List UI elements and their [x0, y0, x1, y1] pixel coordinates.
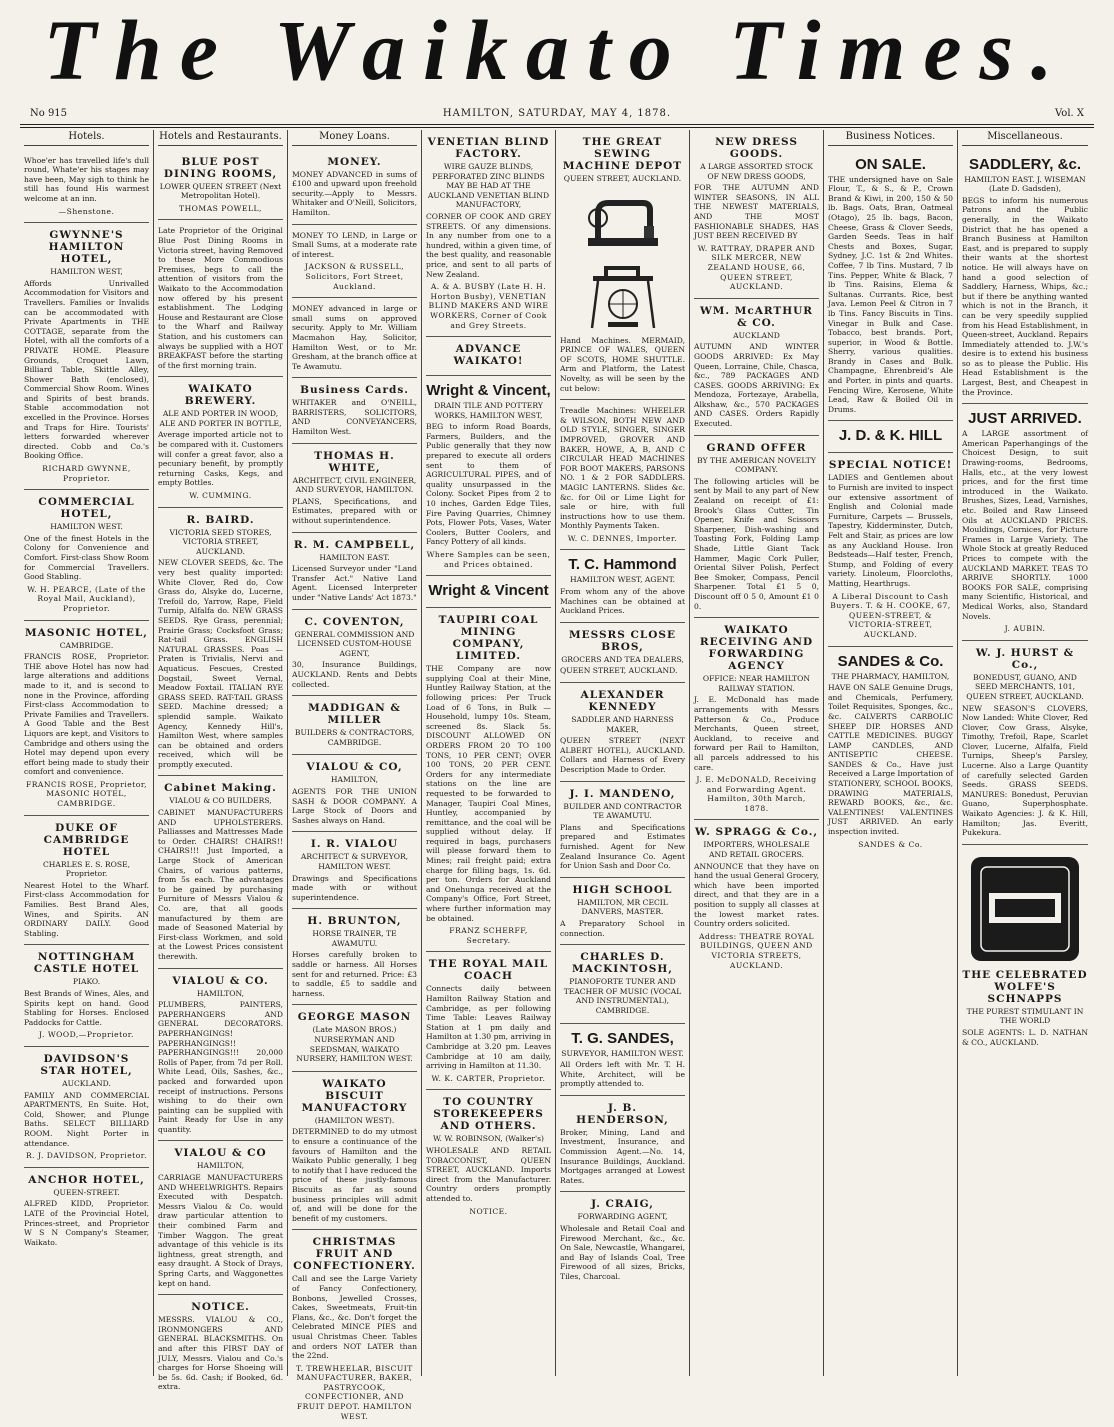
column-heading: Miscellaneous. [962, 130, 1088, 146]
ad-title: MASONIC HOTEL, [25, 626, 148, 639]
ad-subtitle: VICTORIA SEED STORES, VICTORIA STREET, AUCKLAND. [169, 527, 272, 556]
ad-subtitle: GROCERS AND TEA DEALERS, [561, 654, 684, 664]
advertisement [694, 299, 819, 436]
ad-subtitle: A LARGE ASSORTED STOCK OF NEW DRESS GOODS, [700, 162, 813, 181]
ad-title: DAVIDSON'S STAR HOTEL, [40, 1052, 133, 1077]
ad-subtitle: PIAKO. [72, 977, 101, 987]
advertisement [292, 225, 417, 299]
advertisement [694, 130, 819, 299]
advertisement [560, 1024, 685, 1096]
ad-body: One of the finest Hotels in the Colony for Convenience and Comfort. First-class Show Room for Commercial Travellers. Good Stabling. [24, 533, 149, 582]
ad-title: T. C. Hammond [568, 556, 677, 574]
ad-title: COMMERCIAL HOTEL, [38, 496, 135, 521]
advertisement [292, 533, 417, 610]
advertisement [694, 436, 819, 619]
ad-title: NEW DRESS GOODS. [715, 136, 798, 160]
advertisement [828, 647, 953, 856]
ad-signature: FRANZ SCHERFF, Secretary. [449, 926, 528, 945]
column-5 [556, 130, 690, 1376]
column-3 [288, 130, 422, 1421]
ad-subtitle: ALE AND PORTER IN WOOD, ALE AND PORTER IN BOTTLE, [159, 409, 282, 428]
advertisement [158, 776, 283, 968]
ad-subtitle: HAMILTON EAST. [319, 552, 390, 562]
advertisement [962, 641, 1088, 845]
advertisement [24, 621, 149, 816]
ad-title: VIALOU & CO [174, 1147, 267, 1160]
ad-body: BEGS to inform his numerous Patrons and the Public generally, in the Waikato District that he has opened a Branch Business at Hamilton East, and is prepared to supply their wants at the shortest notice. He will always have on hand a good selection of Saddlery, Harness, Whips, &c.; but if there be anything wanted which is not in the Branch, it can be very speedily supplied from his Head Establishment, in Queen-street, Auckland. Repairs Immediately attended to. J.W.'s desire is to extend his business so as to please the Public. His Head Establishment is the Largest, Best, and Cheapest in the Province. [962, 195, 1088, 397]
ad-body: Best Brands of Wines, Ales, and Spirits kept on hand. Good Stabling for Horses. Enclosed Paddocks for Cattle. [24, 989, 149, 1027]
ad-title: R. M. CAMPBELL, [293, 538, 416, 551]
advertisement [426, 376, 551, 576]
ad-signature: W. RATTRAY, DRAPER AND SILK MERCER, NEW ZEALAND HOUSE, 66, QUEEN STREET, AUCKLAND. [697, 243, 816, 292]
ad-body: AUTUMN AND WINTER GOODS ARRIVED: Ex May Queen, Lorraine, Chile, Chasca, &c., 789 PACKAGES AND CASES. GOODS ARRIVING: Ex Mendoza, Fortezaye, Arabella, Alkshaw, &c., 570 PACKAGES AND CASES. Orders Rapidly Executed. [694, 342, 819, 429]
ad-title: TAUPIRI COAL MINING COMPANY, LIMITED. [438, 614, 539, 663]
column-1 [20, 130, 154, 1376]
advertisement [292, 378, 417, 443]
ad-signature: THOMAS POWELL, [179, 203, 262, 213]
ad-body: MONEY ADVANCED in sums of £100 and upward upon freehold security.—Apply to Messrs. Whitaker and O'Neill, Solicitors, Hamilton. [292, 169, 417, 217]
ad-title: J. I. MANDENO, [569, 787, 676, 800]
ad-title: VIALOU & CO, [306, 761, 403, 774]
advertisement [694, 820, 819, 976]
ad-body: NEW SEASON'S CLOVERS, Now Landed: White Clover, Red Clover, Cow Grass, Alsyke, Timothy, Trefoil, Rape, Scarlet Clover, Lucerne, Alfalfa, Field Turnips, Sheep's Parsley, Lucerne. Also a Large Quantity of carefully selected Garden Seeds. GRASS SEEDS. MANURES: Bonedust, Peruvian Guano, Superphosphate. Waikato Agencies: J. & K. Hill, Hamilton; Jas. Everitt, Pukekura. [962, 703, 1088, 838]
advertisement [292, 1005, 417, 1071]
header-rule [20, 127, 1094, 128]
ad-subtitle: OFFICE: NEAR HAMILTON RAILWAY STATION. [702, 674, 811, 693]
ad-signature: RICHARD GWYNNE, Proprietor. [42, 464, 131, 483]
advertisement [426, 952, 551, 1090]
ad-title: WM. McARTHUR & CO. [699, 304, 814, 329]
ad-body: THE Company are now supplying Coal at their Mine, Huntley Railway Station, at the following prices: Per Truck Load of 6 Tons, in Bulk — Household, lumpy 10s. Steam, screened 8s. Slack 5s. DISCOUNT ALLOWED ON ORDERS FROM 20 TO 100 TONS, 10 PER CENT; OVER 100 TONS, 20 PER CENT. Orders for any intermediate stations on the line are requested to be forwarded to Manager, Taupiri Coal Mines, Huntley, accompanied by remittance, and the coal will be supplied without delay. If required in bags, purchasers will please forward them to Mines; rail freight paid; extra charge for filling bags, 1s. 6d. per ton. Orders for Auckland and Onehunga received at the Company's Office, Fort Street, where further information may be obtained. [426, 664, 551, 923]
advertisement [560, 878, 685, 945]
ad-body: CABINET MANUFACTURERS AND UPHOLSTERERS. Palliasses and Mattresses Made to Order. CHAIRS! CHAIRS!! CHAIRS!!! Just Imported, a Large Stock of American Chairs, of various patterns, from 5s each. The advantages to be gained by purchasing Furniture of Messrs Vialou & Co. are, that all goods manufactured by them are made of Seasoned Material by First-class Workmen, and sold at the Lowest Prices consistent therewith. [158, 808, 283, 961]
ad-title: DUKE OF CAMBRIDGE HOTEL [43, 821, 130, 858]
ad-subtitle: (HAMILTON WEST). [314, 1115, 395, 1125]
ad-title: Wright & Vincent, [426, 382, 551, 400]
advertisement [24, 150, 149, 224]
advertisement [292, 755, 417, 832]
column-heading: Hotels. [24, 130, 149, 146]
ad-body: THE undersigned have on Sale Flour, T., & S., & P., Crown Brand & Kiwi, in 200, 150 & 50 lb. Bags. Oats, Bran, Oatmeal (Otago), 25 lb. bags, Bacon, Cheese, Grass & Clover Seeds, Garden Seeds. Teas in half Chests and Boxes, Sugar, Sydney, J.C. 1st & 2nd Whites. Coffee, 7 lb Tins. Mustard, 7 lb Tins. Pepper, White & Black, 7 lb Tins. Raisins, Elema & Sultanas. Currants. Rice, best Java. Lemon Peel & Citron in 7 lb Tins. Fancy Biscuits in Tins. Vinegar in Bulk and Case. Tobacco, best brands. Port, superior, in Wood & Bottle. Sherry, various qualities. Brandy in Cases and Bulk. Champagne, Ehrenbreid's Ale and Porter, in pints and quarts. Fencing Wire, Kerosene, White Lead, Raw & Boiled Oil in Drums. [828, 174, 953, 414]
ad-body: FAMILY AND COMMERCIAL APARTMENTS, En Suite. Hot, Cold, Shower, and Plunge Baths. SELECT BILLIARD ROOM. Night Porter in attendance. [24, 1090, 149, 1148]
ad-title: MADDIGAN & MILLER [308, 702, 401, 727]
ad-body: NEW CLOVER SEEDS, &c. The very best quality imported: White Clover, Red do, Cow Grass do, Alsyke do, Lucerne, Trefoil do, Yarrow, Rape, Field Turnip, Alfalfa do. NEW GRASS SEEDS. Rye Grass, perennial; Prairie Grass; Cocksfoot Grass; Rat-tail Grass. ENGLISH NATURAL GRASSES. Poas — Praten is Trivialis, Nervi and Aquaticus. Fescues, Crested Dogstail, Sweet Vernal, Meadow Foxtail. ITALIAN RYE GRASS SEED. RAT-TAIL GRASS SEED. Machine dressed; a splendid sample. Waikato Agency, Kennedy Hill's, Hamilton West, where samples can be obtained and orders received, which will be promptly executed. [158, 558, 283, 769]
advertisement [24, 490, 149, 620]
ad-subtitle: QUEEN-STREET. [53, 1187, 120, 1197]
advertisement [962, 404, 1088, 640]
ad-title: ADVANCE WAIKATO! [453, 343, 524, 368]
ad-body: Affords Unrivalled Accommodation for Visitors and Travellers. Families or Invalids can be accommodated with Private Apartments in THE COTTAGE, separate from the Hotel, with all the comforts of a PRIVATE HOME. Pleasure Grounds, Croquet Lawn, Billiard Table, Skittle Alley, Shower Bath (enclosed), Commercial Show Room. Wines and Spirits of best brands. Stable accommodation not excelled in the Province. Horses and Traps for Hire. Tourists' letters forwarded wherever directed. Cobb and Co.'s Booking Office. [24, 278, 149, 461]
ad-title: THE ROYAL MAIL COACH [428, 958, 549, 983]
ad-signature: J. AUBIN. [1004, 624, 1046, 634]
ad-body: All Orders left with Mr. T. H. White, Architect, will be promptly attended to. [560, 1060, 685, 1089]
ad-body: Licensed Surveyor under "Land Transfer Act." Native Land Agent. Licensed Interpreter under "Native Lands' Act 1873." [292, 564, 417, 602]
ad-signature: JACKSON & RUSSELL, Solicitors, Fort Street, Auckland. [304, 262, 405, 291]
sewing-machine-icon [578, 188, 668, 258]
ad-signature: W. CUMMING. [189, 491, 252, 501]
ad-subtitle: THE PHARMACY, HAMILTON, [831, 671, 950, 681]
ad-body: Whoe'er has travelled life's dull round, Whate'er his stages may have been, May sigh to think he still has found His warmest welcome at an inn. [24, 155, 149, 203]
ad-title: ANCHOR HOTEL, [28, 1173, 145, 1186]
ad-title: J. D. & K. HILL [838, 427, 943, 445]
ad-subtitle: FORWARDING AGENT, [577, 1212, 668, 1222]
advertisement [158, 220, 283, 377]
ad-subtitle: AUCKLAND. [62, 1078, 111, 1088]
issue-number: No 915 [30, 108, 68, 119]
advertisement [292, 696, 417, 755]
ad-title: C. COVENTON, [304, 615, 405, 628]
masthead [10, 0, 1104, 100]
schnapps-bottle-icon [967, 853, 1083, 965]
advertisement [426, 608, 551, 952]
advertisement [292, 150, 417, 225]
advertisement [24, 945, 149, 1047]
ad-title: Wright & Vincent [428, 582, 549, 600]
ad-body: PLUMBERS, PAINTERS, PAPERHANGERS AND GENERAL DECORATORS. PAPERHANGINGS! PAPERHANGINGS!! PAPERHANGINGS!!! 20,000 Rolls of Paper, from 7d per Roll. White Lead, Oils, Sashes, &c., packed and forwarded upon receipt of instructions. Persons wishing to do their own painting can be supplied with Paint Ready for Use in any quantity. [158, 1000, 283, 1134]
advertisement [560, 782, 685, 878]
ad-subtitle: THE PUREST STIMULANT IN THE WORLD [966, 1006, 1084, 1026]
ad-title: Business Cards. [300, 384, 409, 397]
ad-subtitle: VIALOU & CO BUILDERS, [169, 796, 272, 806]
ad-subtitle: QUEEN STREET, AUCKLAND. [563, 174, 682, 183]
column-heading: Money Loans. [292, 130, 417, 146]
ad-subtitle: (Late MASON BROS.) NURSERYMAN AND SEEDSMAN, WAIKATO NURSERY, HAMILTON WEST. [296, 1025, 413, 1064]
ad-signature: A. & A. BUSBY (Late H. H. Horton Busby), VENETIAN BLIND MAKERS AND WIRE WORKERS, Corner of Cook and Grey Streets. [428, 282, 549, 330]
ad-body: Broker, Mining, Land and Investment, Insurance, and Commission Agent.—No. 14, Insurance Buildings, Auckland. Mortgages arranged at Lowest Rates. [560, 1127, 685, 1185]
ad-body: WHITAKER and O'NEILL, BARRISTERS, SOLICITORS, AND CONVEYANCERS, Hamilton West. [292, 398, 417, 437]
ad-title: W. SPRAGG & Co., [694, 826, 819, 839]
advertisement [426, 576, 551, 608]
ad-signature: SANDES & Co. [858, 839, 923, 849]
ad-signature: —Shenstone. [58, 206, 115, 216]
advertisement [292, 909, 417, 1005]
ad-body: From whom any of the above Machines can be obtained at Auckland Prices. [560, 587, 685, 616]
ad-signature: A Liberal Discount to Cash Buyers. T. & H. COOKE, 67, QUEEN-STREET, & VICTORIA-STREET, AUCKLAND. [830, 591, 951, 639]
advertisement [292, 610, 417, 697]
advertisement [158, 377, 283, 507]
ad-body: J. E. McDonald has made arrangements with Messrs Patterson & Co., Produce Merchants, Queen street, Auckland, to receive and forward per Rail to Hamilton, all parcels addressed to his care. [694, 695, 819, 772]
ad-body: Treadle Machines: WHEELER & WILSON, BOTH NEW AND OLD STYLE, SINGER, SINGER IMPROVED, GROVER AND BAKER, HOWE, A, B, AND C CIRCULAR HEAD MACHINES FOR BOOT MAKERS, PARSONS NO. 1 & 2 FOR SADDLERS. MAGIC LANTERNS. Slides &c. &c. for Oil or Lime Light for sale or hire, with full instructions how to use them. Monthly Payments Taken. [560, 406, 685, 531]
ad-body: QUEEN STREET, AUCKLAND. [560, 666, 678, 676]
advertisement [292, 298, 417, 378]
advertisement [560, 1096, 685, 1193]
advertisement [828, 150, 953, 422]
advertisement [560, 550, 685, 622]
ad-body: WHOLESALE AND RETAIL TOBACCONIST, QUEEN STREET, AUCKLAND. Imports direct from the Manufacturer. Country orders promptly attended to. [426, 1145, 551, 1203]
ad-body: MONEY advanced in large or small sums on approved security. Apply to Mr. William Macmahon Hay, Solicitor, Hamilton West, or to Mr. Gresham, at the branch office at Te Awamutu. [292, 304, 417, 371]
advertisement [158, 150, 283, 221]
ad-title: SADDLERY, &c. [969, 155, 1081, 173]
ad-signature: Where Samples can be seen, and Prices obtained. [426, 550, 551, 569]
advertisement [962, 845, 1088, 1053]
advertisement [158, 508, 283, 777]
ad-body: A Preparatory School in connection. [560, 918, 685, 938]
ad-body: FOR THE AUTUMN AND WINTER SEASONS, IN ALL THE NEWEST MATERIALS, AND THE MOST FASHIONABLE SHADES, HAS JUST BEEN RECEIVED BY [694, 183, 819, 241]
advertisement [560, 1192, 685, 1287]
ad-body: MESSRS. VIALOU & CO., IRONMONGERS AND GENERAL BLACKSMITHS. On and after this FIRST DAY of JULY, Messrs. Vialou and Co.'s charges for Horse Shoeing will be 5s. 6d. Cash; if Booked, 6d. extra. [158, 1315, 283, 1392]
ad-subtitle: HAMILTON, MR CECIL DANVERS, MASTER. [577, 897, 668, 917]
ad-title: THE GREAT SEWING MACHINE DEPOT [562, 136, 683, 172]
ad-body: ANNOUNCE that they have on hand the usual General Grocery, which have been imported direct, and that they are in a position to supply all classes at the lowest market rates. Country orders solicited. [694, 861, 819, 929]
ad-body: The following articles will be sent by Mail to any part of New Zealand on receipt of £1: Brook's Glass Cutter, Tin Opener, Knife and Scissors Sharpener, Dish-washing and Toasting Fork, Folding Lamp Shade, Little Giant Tack Hammer, Magic Cork Puller, Oriental Silver Polish, Perfect Bee Smoker, Compass, Pencil Sharpener. Total £1 5 0, Discount off 0 5 0, Amount £1 0 0. [694, 476, 819, 611]
ad-subtitle: ARCHITECT, CIVIL ENGINEER, AND SURVEYOR, HAMILTON. [292, 475, 417, 495]
columns-area [20, 130, 1094, 1421]
ad-title: THOMAS H. WHITE, [314, 449, 395, 474]
column-4 [422, 130, 556, 1376]
ad-subtitle: LOWER QUEEN STREET (Next Metropolitan Hotel). [159, 181, 282, 201]
ad-title: I. R. VIALOU [310, 838, 399, 851]
ad-body: Horses carefully broken to saddle or harness. All Horses sent for and returned. Price: £3 to saddle, £5 to saddle and harness. [292, 950, 417, 998]
ad-subtitle: CHARLES E. S. ROSE, Proprietor. [42, 859, 131, 879]
ad-subtitle: HAMILTON EAST. J. WISEMAN (Late D. Gadsden), [964, 174, 1086, 194]
ad-title: SPECIAL NOTICE! [828, 459, 953, 472]
ad-subtitle: HAMILTON WEST. [50, 522, 123, 532]
ad-title: SANDES & Co. [837, 652, 944, 670]
ad-body: Drawings and Specifications made with or without superintendence. [292, 873, 417, 902]
ad-title: T. G. SANDES, [571, 1029, 674, 1047]
ad-body: CORNER OF COOK AND GREY STREETS. Of any dimensions. In any number from one to a hundred, within a given time, of the best quality, and reasonable price, and sent to all parts of New Zealand. [426, 211, 551, 279]
ad-subtitle: BONEDUST, GUANO, AND SEED MERCHANTS, 101, QUEEN STREET, AUCKLAND. [966, 672, 1084, 701]
ad-subtitle: AUCKLAND [733, 330, 780, 340]
ad-subtitle: SADDLER AND HARNESS MAKER, [571, 715, 674, 734]
ad-body: PLANS, Specifications, and Estimates, prepared with or without superintendence. [292, 496, 417, 526]
ad-title: VENETIAN BLIND FACTORY. [427, 136, 550, 160]
ad-subtitle: ARCHITECT & SURVEYOR, HAMILTON WEST. [300, 852, 409, 871]
ad-body: SOLE AGENTS: L. D. NATHAN & CO., AUCKLAND. [962, 1028, 1088, 1047]
ad-title: BLUE POST DINING ROOMS, [163, 155, 278, 180]
column-6 [690, 130, 824, 1376]
ad-body: Call and see the Large Variety of Fancy Confectionery, Bonbons, Jewelled Crosses, Cakes, Sweetmeats, Fruit-tin Flans, &c., &c. Don't forget the Celebrated MINCE PIES and usual Christmas Cheer. Tables and orders NOT LATER than the 22nd. [292, 1274, 417, 1361]
ad-body: Average imported article not to be compared with it. Customers will confer a great favor, also a pecuniary benefit, by promptly returning Casks, Kegs, and empty Bottles. [158, 430, 283, 488]
ad-subtitle: CAMBRIDGE. [59, 640, 114, 650]
ad-signature: W. C. DENNES, Importer. [567, 533, 678, 543]
ad-body: Connects daily between Hamilton Railway Station and Cambridge, as per following Time Table: Leaves Railway Station at 1 pm daily and Hamilton at 1.30 pm, arriving in Cambridge at 3.20 pm. Leaves Cambridge at 10 am daily, arriving in Hamilton at 11.30. [426, 984, 551, 1071]
advertisement [828, 421, 953, 453]
advertisement [158, 969, 283, 1142]
advertisement [24, 223, 149, 490]
ad-body: MONEY TO LEND, in Large or Small Sums, at a moderate rate of interest. [292, 230, 417, 259]
ad-title: GRAND OFFER [706, 441, 807, 454]
advertisement [24, 816, 149, 946]
ad-subtitle: HAMILTON, [196, 1161, 245, 1171]
advertisement [560, 945, 685, 1023]
ad-body: Hand Machines. MERMAID, PRINCE OF WALES, QUEEN OF SCOTS, HOME SHUTTLE. Arm and Platform, the Latest Novelty, as will be seen by the cut below: [560, 335, 685, 393]
advertisement [560, 683, 685, 782]
ad-body: LADIES and Gentlemen about to Furnish are invited to inspect our extensive assortment of English and Colonial made Furniture, Carpets — Brussels, Tapestry, Kidderminster, Dutch, Felt and Stair, as prices are low as any Auckland House. Iron Bedsteads—Half tester, French, Stump, and Folding of every variety. Linoleum, Floorcloths, Matting, Hearthrugs. [828, 473, 953, 588]
ad-body: CARRIAGE MANUFACTURERS AND WHEELWRIGHTS. Repairs Executed with Despatch. Messrs Vialou & Co. would draw particular attention to their combined Farm and Timber Waggon. The great advantage of this vehicle is its lightness, great strength, and easy draught. A Stock of Drays, Spring Carts, and Waggonettes kept on hand. [158, 1173, 283, 1288]
ad-signature: J. E. McDONALD, Receiving and Forwarding Agent. Hamilton, 30th March, 1878. [696, 775, 817, 813]
ad-title: ALEXANDER KENNEDY [580, 689, 665, 714]
ad-subtitle: BY THE AMERICAN NOVELTY COMPANY. [697, 455, 816, 475]
ad-title: THE CELEBRATED WOLFE'S SCHNAPPS [962, 968, 1088, 1005]
ad-title: ON SALE. [855, 155, 926, 173]
ad-subtitle: HORSE TRAINER, TE AWAMUTU. [312, 929, 397, 948]
ad-signature: W. K. CARTER, Proprietor. [431, 1073, 546, 1083]
issue-volume: Vol. X [1055, 108, 1084, 119]
ad-title: Cabinet Making. [164, 782, 277, 795]
ad-body: Plans and Specifications prepared and Estimates furnished. Agent for New Zealand Insurance Co. Agent for Union Sash and Door Co. [560, 822, 685, 871]
issue-info-bar [20, 108, 1094, 125]
ad-title: J. CRAIG, [591, 1198, 654, 1211]
advertisement [24, 1168, 149, 1254]
advertisement [158, 1295, 283, 1398]
column-heading: Business Notices. [828, 130, 953, 146]
advertisement [292, 1072, 417, 1231]
ad-subtitle: DRAIN TILE AND POTTERY WORKS, HAMILTON WEST, [434, 401, 543, 420]
issue-date: HAMILTON, SATURDAY, MAY 4, 1878. [442, 108, 672, 119]
column-2 [154, 130, 288, 1392]
ad-body: AGENTS FOR THE UNION SASH & DOOR COMPANY. A Large Stock of Doors and Sashes always on Hand. [292, 786, 417, 825]
advertisement [426, 1090, 551, 1222]
ad-title: WAIKATO RECEIVING AND FORWARDING AGENCY [699, 624, 814, 673]
ad-subtitle: HAMILTON WEST, AGENT. [569, 575, 676, 585]
sewing-machine-illustrations [560, 188, 685, 332]
ad-title: WAIKATO BREWERY. [184, 383, 257, 408]
ad-title: GEORGE MASON [297, 1011, 412, 1024]
advertisement [158, 1141, 283, 1295]
ad-body: Wholesale and Retail Coal and Firewood Merchant, &c., &c. On Sale, Newcastle, Whangarei, and Bay of Islands Coal, Tree Firewood of all sizes, Bricks, Tiles, Charcoal. [560, 1224, 685, 1281]
newspaper-title: The Waikato Times. [43, 2, 1071, 98]
ad-body: BEG to inform Road Boards, Farmers, Builders, and the Public generally that they now prepared to execute all orders sent to them of AGRICULTURAL PIPES, and of quality unsurpassed in the Colony. Socket Pipes from 2 to 10 inches, Garden Edge Tiles, Fire Paving Quarries, Chimney Pots, Flower Pots, Vases, Water Coolers, Butter Coolers, and Fancy Pottery of all kinds. [426, 422, 551, 547]
ad-title: TO COUNTRY STOREKEEPERS AND OTHERS. [433, 1096, 544, 1133]
ad-title: MESSRS CLOSE BROS, [569, 628, 676, 653]
advertisement [24, 1047, 149, 1168]
ad-subtitle: WIRE GAUZE BLINDS, PERFORATED ZINC BLINDS MAY BE HAD AT THE AUCKLAND VENETIAN BLIND MANUFACTORY, [427, 162, 550, 210]
ad-subtitle: GENERAL COMMISSION AND LICENSED CUSTOM-HOUSE AGENT, [294, 629, 415, 658]
ad-signature: J. WOOD,—Proprietor. [39, 1030, 134, 1040]
ad-title: VIALOU & CO. [172, 974, 269, 987]
ad-title: H. BRUNTON, [307, 915, 402, 928]
ad-body: A LARGE assortment of American Paperhangings of the Choicest Design, to suit Drawing-rooms, Bedrooms, Halls, etc., at the very lowest prices, and for the first time introduced in the Waikato. Brushes, Sizes, Lead, Varnishes, etc. Boiled and Raw Linseed Oils at AUCKLAND PRICES. Mouldings, Cornices, for Picture Frames in Large Variety. The Whole Stock at greatly Reduced Prices to compete with the AUCKLAND MARKET. TEAS TO ARRIVE SHORTLY. 1000 BOOKS FOR SALE, comprising many Scientific, Historical, and Medical Works, also, Standard Novels. [962, 429, 1088, 621]
ad-signature: Address: THEATRE ROYAL BUILDINGS, QUEEN AND VICTORIA STREETS, AUCKLAND. [698, 931, 815, 970]
column-8 [958, 130, 1092, 1376]
ad-title: HIGH SCHOOL [572, 883, 673, 896]
ad-subtitle: BUILDER AND CONTRACTOR TE AWAMUTU. [563, 801, 682, 821]
advertisement [962, 150, 1088, 405]
ad-body: 30, Insurance Buildings, AUCKLAND. Rents and Debts collected. [292, 660, 417, 689]
advertisement [292, 1230, 417, 1427]
ad-signature: NOTICE. [469, 1206, 508, 1216]
advertisement [694, 618, 819, 820]
ad-title: W. J. HURST & Co., [975, 646, 1075, 671]
advertisement [426, 130, 551, 337]
ad-subtitle: IMPORTERS, WHOLESALE AND RETAIL GROCERS. [703, 840, 810, 860]
ad-title: NOTTINGHAM CASTLE HOTEL [33, 951, 140, 976]
ad-subtitle: BUILDERS & CONTRACTORS, CAMBRIDGE. [294, 728, 415, 747]
advertisement [560, 400, 685, 550]
advertisement [560, 130, 685, 400]
advertisement [560, 623, 685, 683]
ad-body: FRANCIS ROSE, Proprietor. THE above Hotel has now had large alterations and additions made to it, and is second to none in the Province, affording First-class Accommodation to Private Families and Travellers. A Good Table and the Best Liquors are kept, and Visitors to Cambridge and others using the Hotel may depend upon every effort being made to study their comfort and convenience. [24, 652, 149, 777]
ad-signature: FRANCIS ROSE, Proprietor, MASONIC HOTEL, CAMBRIDGE. [25, 779, 148, 809]
column-heading: Hotels and Restaurants. [158, 130, 283, 146]
ad-signature: W. H. PEARCE, (Late of the Royal Mail, Auckland), Proprietor. [27, 584, 146, 613]
ad-subtitle: HAMILTON, [196, 988, 245, 998]
treadle-machine-icon [578, 262, 668, 332]
ad-subtitle: HAMILTON WEST, [50, 267, 123, 277]
ad-title: CHARLES D. MACKINTOSH, [572, 951, 673, 976]
ad-body: HAVE ON SALE Genuine Drugs, and Chemicals, Perfumery, Toilet Requisites, Sponges, &c., &c. CALVERTS CARBOLIC SHEEP DIP. HORSES AND CATTLE MEDICINES. BUGGY LAMP CANDLES, AND ANTISEPTIC CHEESE. SANDES & Co., Have just Received a Large Importation of STATIONERY, SCHOOL BOOKS, DRAWING MATERIALS, REWARD BOOKS, &c., &c. VALENTINES! VALENTINES JUST ARRIVED. An early inspection invited. [828, 683, 953, 837]
ad-title: JUST ARRIVED. [968, 410, 1082, 428]
ad-title: R. BAIRD. [186, 513, 255, 526]
advertisement [292, 444, 417, 533]
advertisement [828, 453, 953, 646]
ad-title: NOTICE. [191, 1301, 250, 1314]
ad-body: Late Proprietor of the Original Blue Post Dining Rooms in Victoria street, having Removed to these More Commodious Premises, begs to call the attention of visitors from the Waikato to the Accommodation now offered by his present establishment. The Lodging House and Restaurant are Close to the Wharf and Railway Station, and his customers can always be supplied with a HOT BREAKFAST before the starting of the first morning train. [158, 226, 283, 370]
ad-body: Nearest Hotel to the Wharf. First-class Accommodation for Families. Best Brand Ales, Wines, and Spirits. AN ORDINARY DAILY. Good Stabling. [24, 880, 149, 938]
column-7 [824, 130, 958, 1376]
ad-title: J. B. HENDERSON, [576, 1101, 669, 1126]
ad-title: MONEY. [327, 155, 382, 168]
ad-body: ALFRED KIDD, Proprietor. LATE of the Provincial Hotel, Princes-street, and Proprietor W S N Company's Steamer, Waikato. [24, 1199, 149, 1247]
ad-title: GWYNNE'S HAMILTON HOTEL, [48, 229, 125, 266]
advertisement [426, 337, 551, 376]
ad-signature: T. TREWHEELAR, BISCUIT MANUFACTURER, BAKER, PASTRYCOOK, CONFECTIONER, AND FRUIT DEPOT. HAMILTON WEST. [296, 1363, 413, 1421]
ad-body: QUEEN STREET (NEXT ALBERT HOTEL), AUCKLAND. Collars and Harness of Every Description Made to Order. [560, 736, 685, 774]
ad-title: CHRISTMAS FRUIT AND CONFECTIONERY. [293, 1236, 416, 1273]
ad-body: DETERMINED to do my utmost to ensure a continuance of the favours of Hamilton and the Waikato Public generally, I beg to notify that I have reduced the price of these justly-famous Biscuits as far as sound business principles will admit of, and will be done for the benefit of my customers. [292, 1127, 417, 1223]
ad-subtitle: HAMILTON, [330, 775, 379, 785]
ad-subtitle: PIANOFORTE TUNER AND TEACHER OF MUSIC (VOCAL AND INSTRUMENTAL), CAMBRIDGE. [563, 977, 682, 1015]
ad-signature: R. J. DAVIDSON, Proprietor. [25, 1151, 148, 1161]
ad-subtitle: SURVEYOR, HAMILTON WEST. [561, 1048, 684, 1058]
ad-title: WAIKATO BISCUIT MANUFACTORY [301, 1077, 408, 1114]
ad-subtitle: W. W. ROBINSON, (Walker's) [433, 1134, 544, 1144]
advertisement [292, 832, 417, 909]
